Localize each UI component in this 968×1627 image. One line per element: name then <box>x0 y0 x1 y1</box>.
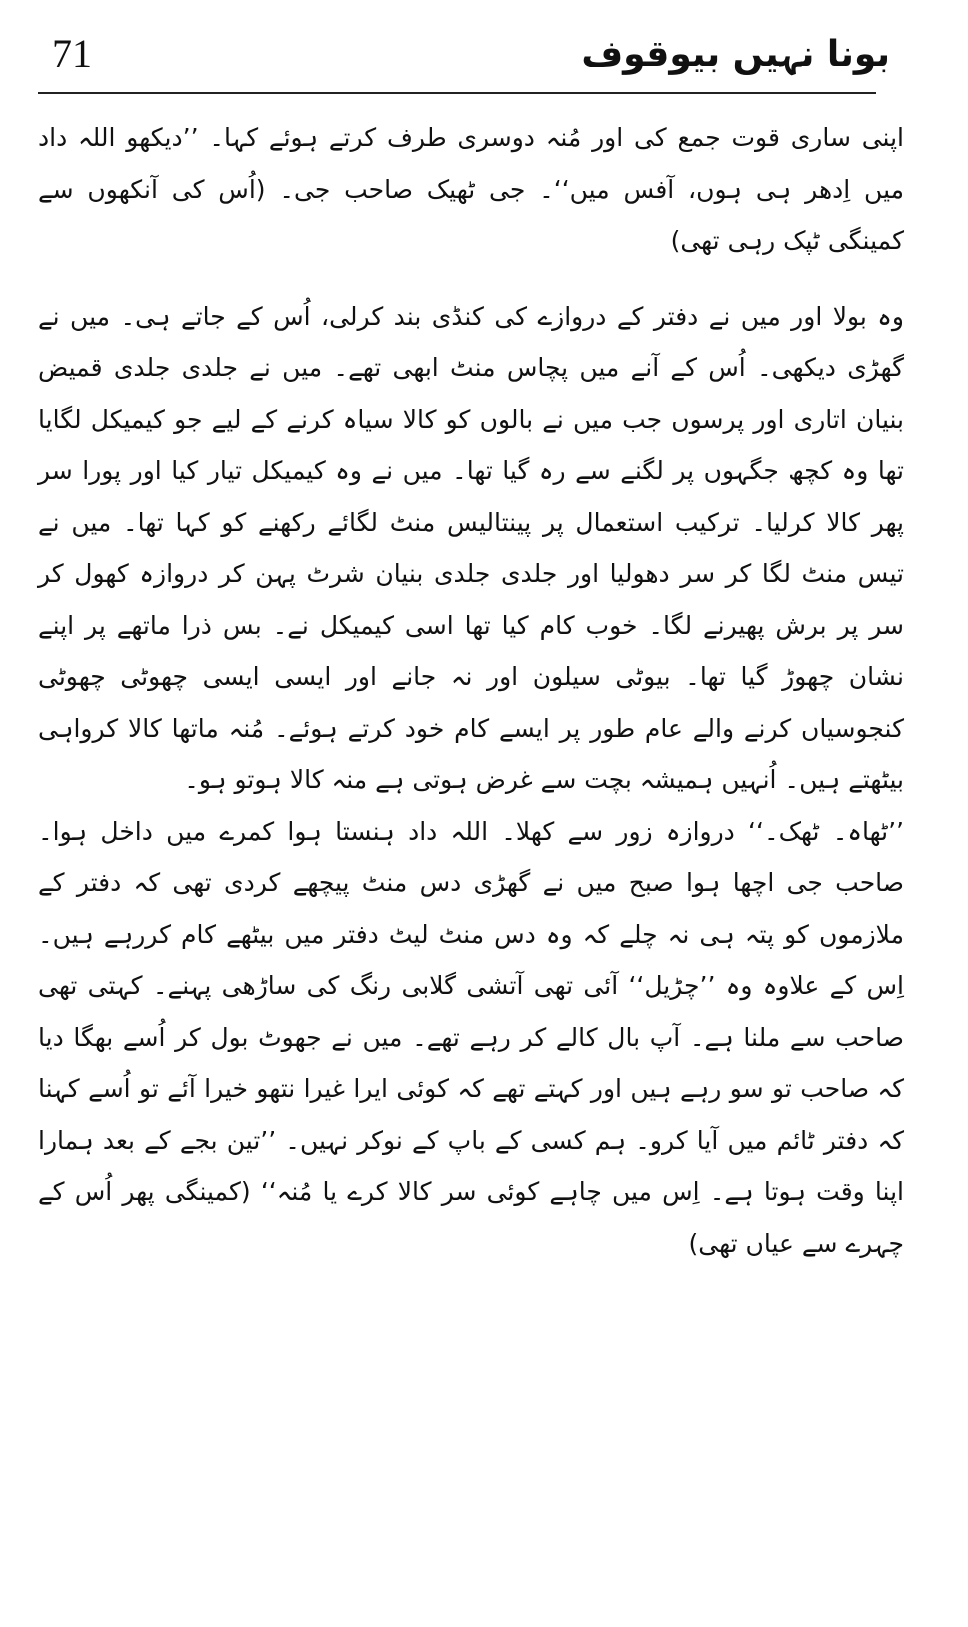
page-number: 71 <box>52 31 92 76</box>
paragraph-2: وہ بولا اور میں نے دفتر کے دروازے کی کنڈی بند کرلی، اُس کے جاتے ہی۔ میں نے گھڑی دیکھی۔ اُس کے آنے میں پچاس منٹ ابھی تھے۔ میں نے جلدی جلدی قمیض بنیان اتاری اور پرسوں جب میں نے بالوں کو کالا سیاہ کرنے کے لیے جو کیمیکل لگایا تھا وہ کچھ جگہوں پر لگنے سے رہ گیا تھا۔ میں نے وہ کیمیکل تیار کیا اور پورا سر پھر کالا کرلیا۔ ترکیب استعمال پر پینتالیس منٹ لگائے رکھنے کو کہا تھا۔ میں نے تیس منٹ لگا کر سر دھولیا اور جلدی جلدی بنیان شرٹ پہن کر دروازہ کھول کر سر پر برش پھیرنے لگا۔ خوب کام کیا تھا اسی کیمیکل نے۔ بس ذرا ماتھے پر اپنے نشان چھوڑ گیا تھا۔ بیوٹی سیلون اور نہ جانے اور ایسی ایسی چھوٹی چھوٹی کنجوسیاں کرنے والے عام طور پر ایسے کام خود کرتے ہوئے۔ مُنہ ماتھا کالا کرواہی بیٹھتے ہیں۔ اُنہیں ہمیشہ بچت سے غرض ہوتی ہے منہ کالا ہوتو ہو۔ <box>38 301 904 794</box>
paragraph-1: اپنی ساری قوت جمع کی اور مُنہ دوسری طرف کرتے ہوئے کہا۔ ’’دیکھو اللہ داد میں اِدھر ہی ہوں، آفس میں‘‘۔ جی ٹھیک صاحب جی۔ (اُس کی آنکھوں سے کمینگی ٹپک رہی تھی) <box>38 123 904 255</box>
header-divider <box>38 92 876 94</box>
running-title: بونا نہیں بیوقوف <box>581 34 890 75</box>
paragraph-3: ’’ٹھاہ۔ ٹھک۔‘‘ دروازہ زور سے کھلا۔ اللہ داد ہنستا ہوا کمرے میں داخل ہوا۔ صاحب جی اچھا ہوا صبح میں نے گھڑی دس منٹ پیچھے کردی تھی کہ دفتر کے ملازموں کو پتہ ہی نہ چلے کہ وہ دس منٹ لیٹ دفتر میں بیٹھے کام کررہے ہیں۔ اِس کے علاوہ وہ ’’چڑیل‘‘ آئی تھی آتشی گلابی رنگ کی ساڑھی پہنے۔ کہتی تھی صاحب سے ملنا ہے۔ آپ بال کالے کر رہے تھے۔ میں نے جھوٹ بول کر اُسے بھگا دیا کہ صاحب تو سو رہے ہیں اور کہتے تھے کہ کوئی ایرا غیرا نتھو خیرا آئے تو اُسے کہنا کہ دفتر ٹائم میں آیا کرو۔ ہم کسی کے باپ کے نوکر نہیں۔ ’’تین بجے کے بعد ہمارا اپنا وقت ہوتا ہے۔ اِس میں چاہے کوئی سر کالا کرے یا مُنہ‘‘ (کمینگی پھر اُس کے چہرے سے عیاں تھی) <box>38 816 904 1258</box>
body-text <box>38 112 904 1269</box>
